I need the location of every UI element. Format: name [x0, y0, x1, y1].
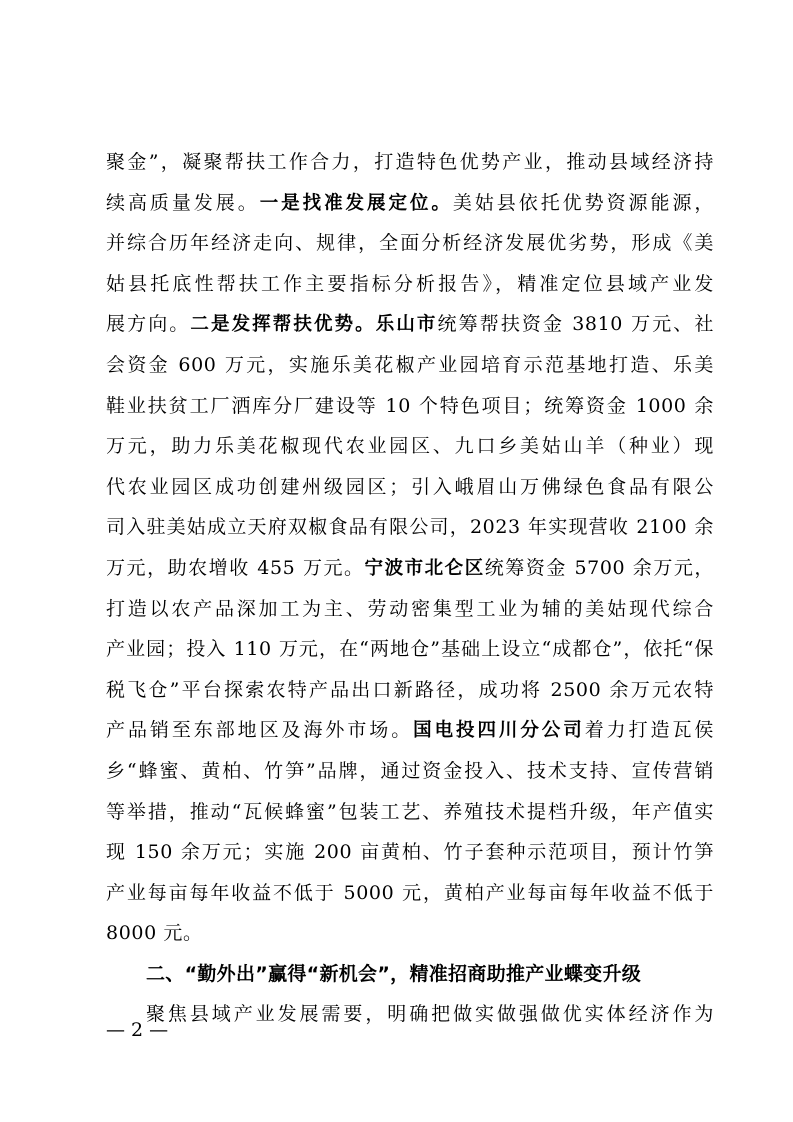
paragraph-line [106, 304, 714, 345]
text-run: 万元，助力乐美花椒现代农业园区、九口乡美姑山羊（种业）现 [106, 435, 714, 458]
text-run: 乡“蜂蜜、黄柏、竹笋”品牌，通过资金投入、技术支持、宣传营销 [106, 759, 714, 782]
text-run: 等举措，推动“瓦候蜂蜜”包装工艺、养殖技术提档升级，年产值实 [106, 800, 714, 823]
paragraph-line [106, 223, 714, 264]
paragraph-line [106, 913, 714, 954]
text-run: 展方向。 [106, 313, 191, 336]
section-heading: 二、“勤外出”赢得“新机会”，精准招商助推产业蝶变升级 [146, 962, 642, 985]
body-text [106, 142, 714, 1035]
paragraph-line [106, 792, 714, 833]
text-run: 万元，助农增收 455 万元。 [106, 556, 365, 579]
paragraph-line [106, 507, 714, 548]
text-run: 代农业园区成功创建州级园区；引入峨眉山万佛绿色食品有限公 [106, 475, 714, 498]
text-run: 鞋业扶贫工厂洒库分厂建设等 10 个特色项目；统筹资金 1000 余 [106, 394, 714, 417]
text-run: 打造以农产品深加工为主、劳动密集型工业为辅的美姑现代综合 [106, 597, 714, 620]
text-run: 美姑县依托优势资源能源， [452, 191, 714, 214]
text-run: 聚金”，凝聚帮扶工作合力，打造特色优势产业，推动县域经济持 [106, 151, 714, 173]
paragraph-line [106, 264, 714, 305]
text-run: 着力打造瓦侯 [584, 719, 714, 742]
bold-text: 国电投四川分公司 [413, 720, 585, 742]
paragraph-line [106, 670, 714, 711]
text-run: 并综合历年经济走向、规律，全面分析经济发展优劣势，形成《美 [106, 232, 714, 255]
paragraph [106, 142, 714, 954]
paragraph-line [106, 386, 714, 427]
paragraph-line [106, 873, 714, 914]
page-number: — 2 — [106, 1019, 169, 1041]
text-run: 税飞仓”平台探索农特产品出口新路径，成功将 2500 余万元农特 [106, 678, 714, 701]
paragraph-line [106, 183, 714, 224]
paragraph-line [106, 589, 714, 630]
text-run: 产品销至东部地区及海外市场。 [106, 719, 414, 742]
paragraph-line [106, 142, 714, 183]
text-run: 续高质量发展。 [106, 191, 260, 214]
paragraph-line: 聚焦县域产业发展需要，明确把做实做强做优实体经济作为 [146, 1003, 714, 1026]
paragraph-line [106, 345, 714, 386]
text-run: 产业每亩每年收益不低于 5000 元，黄柏产业每亩每年收益不低于 [106, 881, 714, 904]
text-run: 现 150 余万元；实施 200 亩黄柏、竹子套种示范项目，预计竹笋 [106, 841, 714, 864]
paragraph-line [106, 548, 714, 589]
paragraph-line [106, 467, 714, 508]
text-run: 统筹帮扶资金 3810 万元、社 [437, 313, 714, 336]
text-run: 产业园；投入 110 万元，在“两地仓”基础上设立“成都仓”，依托“保 [106, 638, 714, 661]
text-run: 姑县托底性帮扶工作主要指标分析报告》，精准定位县域产业发 [106, 272, 714, 295]
paragraph-line [106, 629, 714, 670]
paragraph-line [106, 832, 714, 873]
paragraph-line [106, 710, 714, 751]
bold-text: 二是发挥帮扶优势。乐山市 [190, 314, 438, 336]
bold-text: 一是找准发展定位。 [259, 192, 453, 214]
text-run: 统筹资金 5700 余万元， [484, 556, 714, 579]
paragraph-line [106, 426, 714, 467]
text-run: 司入驻美姑成立天府双椒食品有限公司，2023 年实现营收 2100 余 [106, 516, 714, 539]
bold-text: 宁波市北仑区 [364, 557, 485, 579]
paragraph-line [106, 751, 714, 792]
text-run: 会资金 600 万元，实施乐美花椒产业园培育示范基地打造、乐美 [106, 353, 714, 376]
text-run: 8000 元。 [106, 922, 203, 945]
